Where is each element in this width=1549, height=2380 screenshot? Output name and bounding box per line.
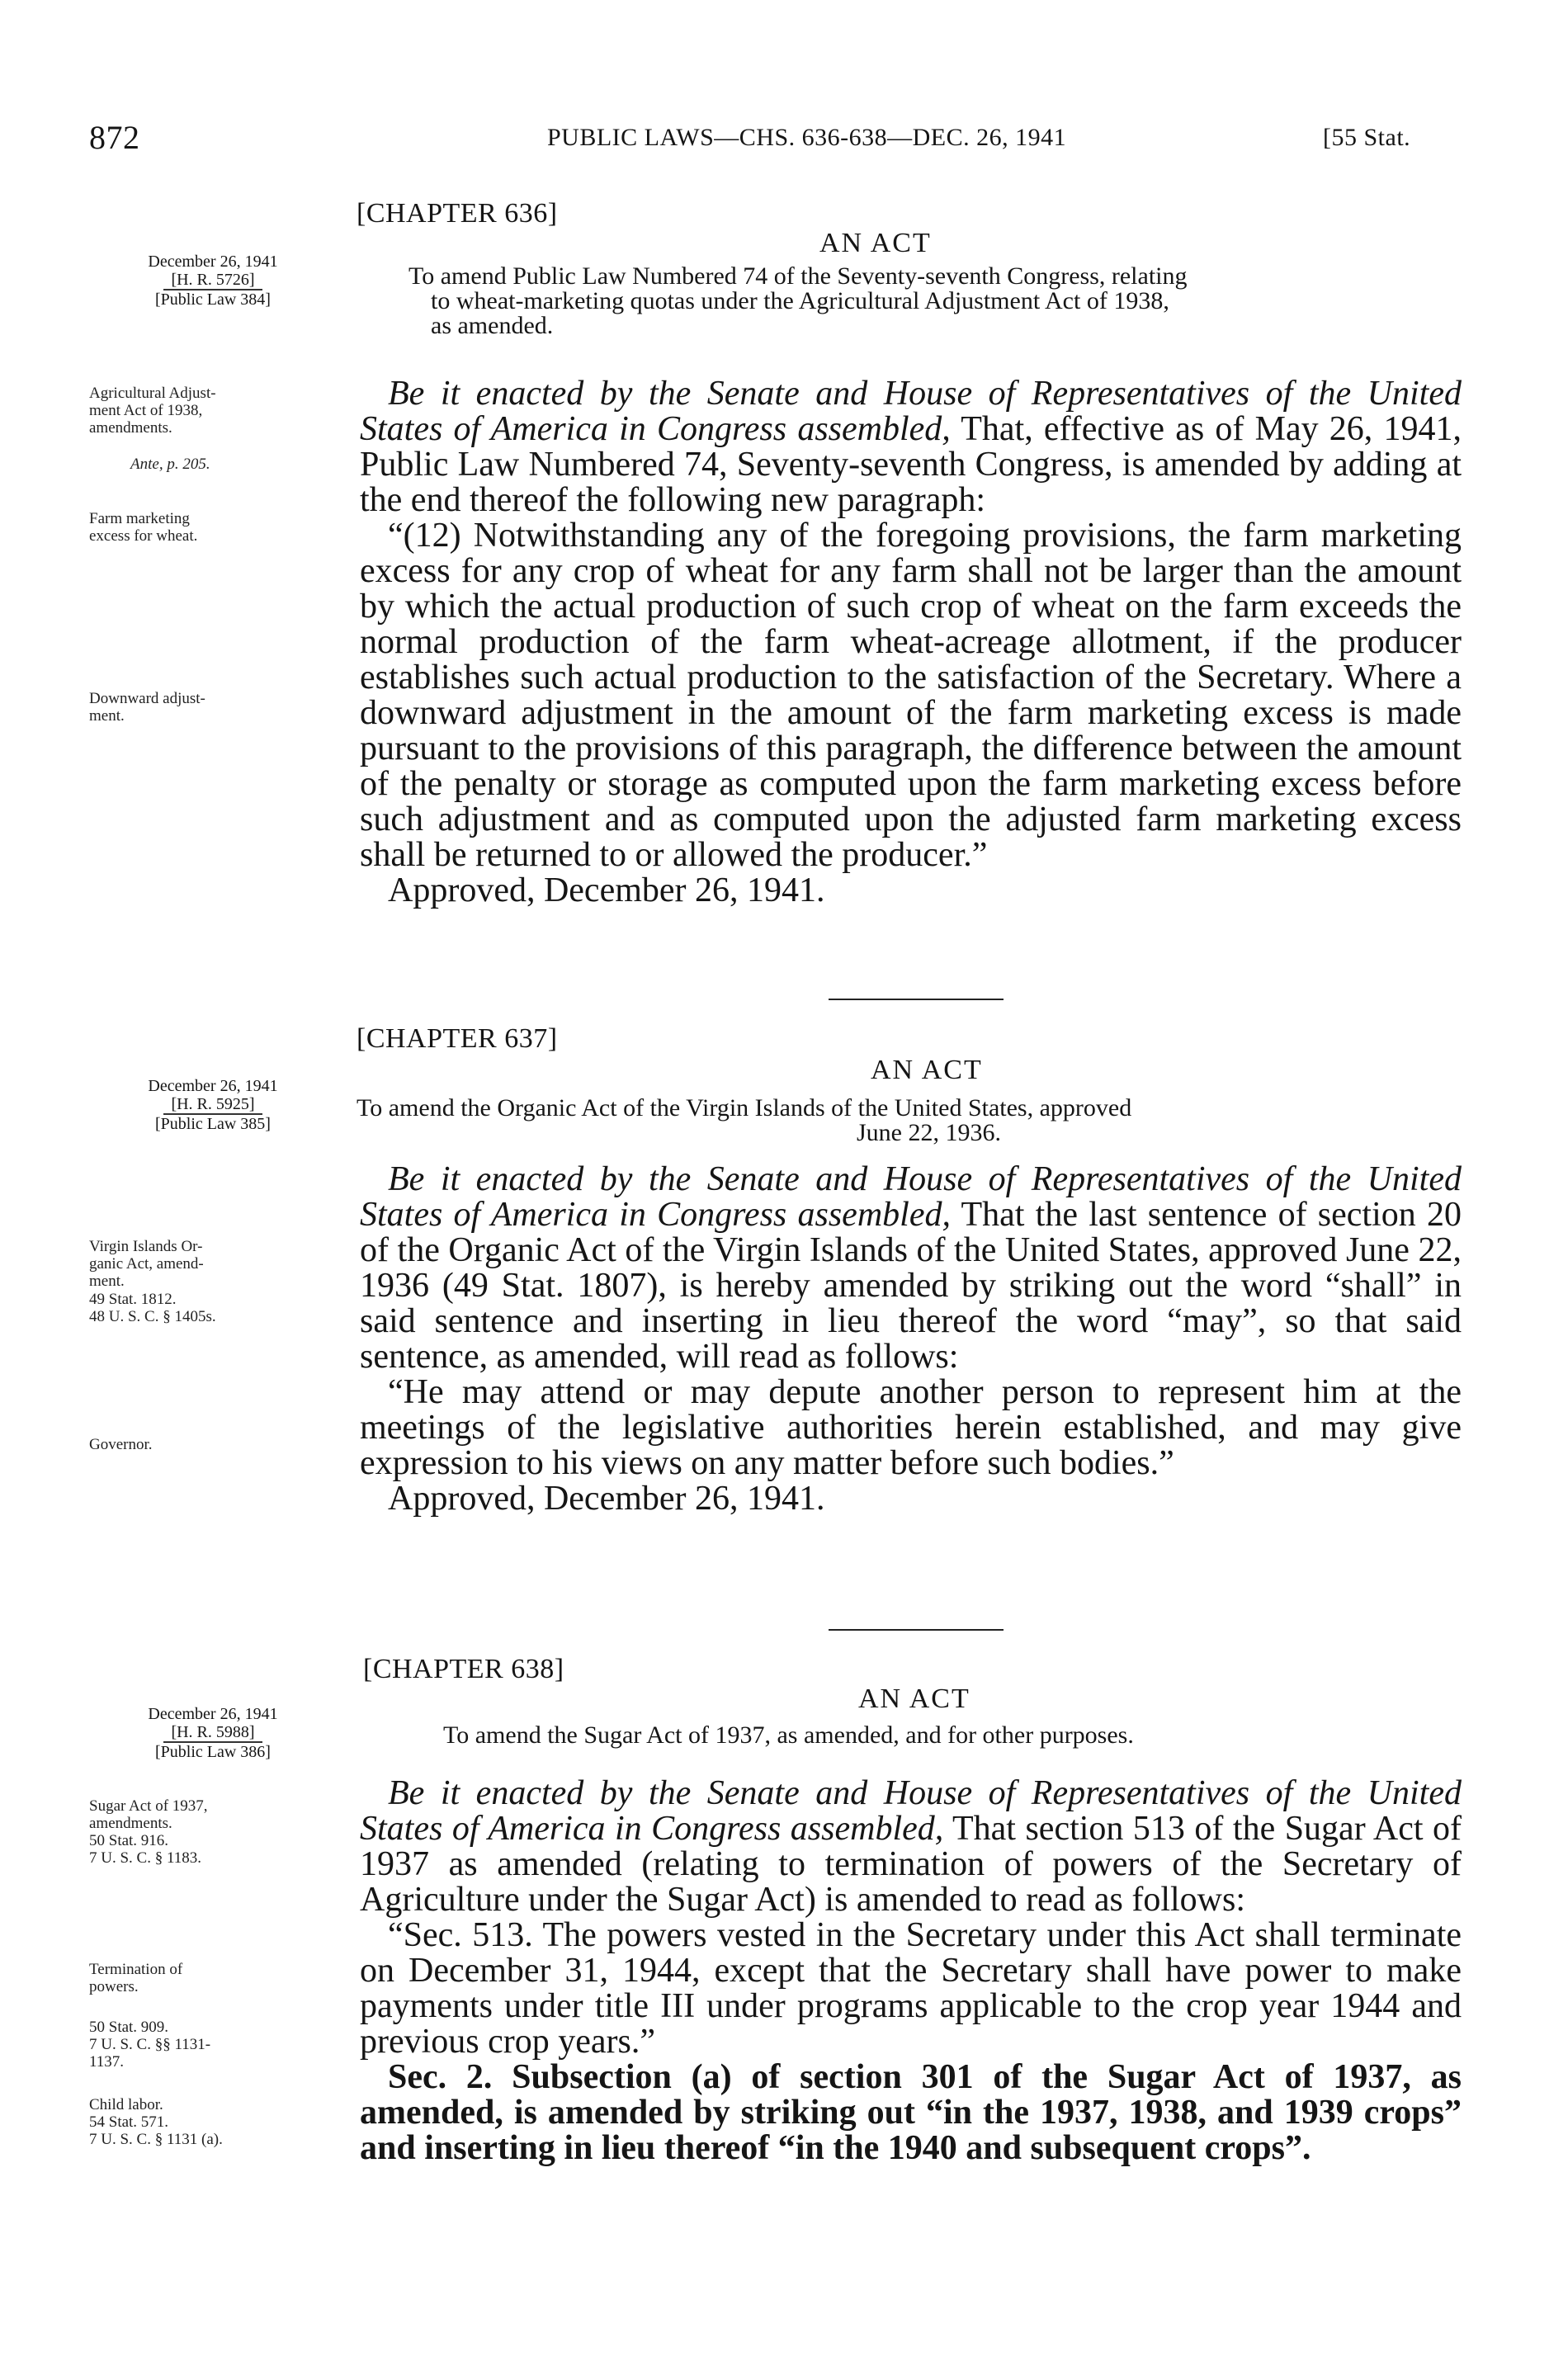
margin-note-line: Virgin Islands Or- [89, 1238, 203, 1255]
chapter-636-heading: [CHAPTER 636] [357, 198, 558, 229]
chapter-638-date-block [89, 1705, 337, 1761]
margin-note-line: Ante, p. 205. [130, 456, 210, 473]
margin-note-line: 7 U. S. C. § 1131 (a). [89, 2131, 223, 2148]
chapter-637-date-block [89, 1077, 337, 1133]
margin-note-line: ment Act of 1938, [89, 402, 203, 419]
margin-note [89, 1238, 204, 1290]
approval-line: Approved, December 26, 1941. [388, 1480, 825, 1518]
chapter-636-date-block [89, 253, 337, 309]
margin-note-line: ment. [89, 707, 125, 725]
margin-note-line: Farm marketing [89, 510, 190, 527]
margin-note-line: 7 U. S. C. § 1183. [89, 1849, 202, 1867]
public-law-number: [Public Law 386] [155, 1743, 271, 1761]
margin-note-line: powers. [89, 1978, 139, 1995]
margin-note-line: Agricultural Adjust- [89, 385, 216, 402]
chapter-636-body [360, 376, 1462, 909]
margin-note-line: Sugar Act of 1937, [89, 1797, 208, 1815]
enactment-date: December 26, 1941 [148, 1705, 278, 1723]
enacting-text: That, effective as of May 26, 1941, Public Law Numbered 74, Seventy-seventh Congress, is amended by adding at the end thereof the following new paragraph: [360, 410, 1462, 519]
body-paragraph: Sec. 2. Subsection (a) of section 301 of the Sugar Act of 1937, as amended, is amended by striking out “in the 1937, 1938, and 1939 crops” and inserting in lieu thereof “in the 1940 and subsequent crops”. [360, 2058, 1462, 2167]
margin-note-line: Termination of [89, 1961, 183, 1978]
margin-note-line: 7 U. S. C. §§ 1131- [89, 2036, 211, 2053]
margin-note [89, 1291, 216, 1325]
enacting-clause: Be it enacted by the Senate and House of Representatives of the United States of America in Congress assembled, [360, 1774, 1462, 1848]
margin-note-line: 48 U. S. C. § 1405s. [89, 1308, 216, 1325]
margin-note-line: excess for wheat. [89, 527, 198, 545]
chapter-636-title [409, 264, 1481, 338]
chapter-637-heading: [CHAPTER 637] [357, 1023, 558, 1054]
body-paragraph: “Sec. 513. The powers vested in the Secretary under this Act shall terminate on December 31, 1944, except that the Secretary shall have power to make payments under title III under programs applicable to the crop year 1944 and previous crop years.” [360, 1916, 1462, 2061]
title-line: To amend the Sugar Act of 1937, as amended, and for other purposes. [443, 1721, 1134, 1749]
chapter-636-an-act: AN ACT [819, 228, 932, 258]
chapter-divider [829, 1629, 1004, 1631]
page-number: 872 [89, 119, 140, 156]
approval-line: Approved, December 26, 1941. [388, 871, 825, 909]
margin-note [89, 2019, 210, 2071]
chapter-638-heading: [CHAPTER 638] [363, 1654, 564, 1684]
chapter-637-title [357, 1096, 1479, 1145]
body-paragraph: “(12) Notwithstanding any of the foregoing provisions, the farm marketing excess for any crop of wheat for any farm shall not be larger than the amount by which the actual production of such crop of wheat on the farm exceeds the normal production of the farm wheat-acreage allotment, if the producer establishes such actual production to the satisfaction of the Secretary. Where a downward adjustment in the amount of the farm marketing excess is made pursuant to the provisions of this paragraph, the difference between the amount of the penalty or storage as computed upon the farm marketing excess before such adjustment and as computed upon the adjusted farm marketing excess shall be returned to or allowed the producer.” [360, 517, 1462, 874]
margin-note-line: 49 Stat. 1812. [89, 1291, 177, 1308]
margin-note [89, 690, 205, 725]
title-line: as amended. [431, 312, 554, 339]
chapter-638-title [443, 1723, 1134, 1748]
enacting-clause: Be it enacted by the Senate and House of Representatives of the United States of America in Congress assembled, [360, 375, 1462, 448]
enactment-date: December 26, 1941 [148, 253, 278, 271]
running-head-title: PUBLIC LAWS—CHS. 636-638—DEC. 26, 1941 [547, 124, 1067, 151]
chapter-638-body [360, 1776, 1462, 2166]
margin-note [89, 385, 345, 437]
bill-number: [H. R. 5925] [163, 1095, 262, 1115]
margin-note [89, 1797, 208, 1867]
title-line: to wheat-marketing quotas under the Agricultural Adjustment Act of 1938, [431, 287, 1169, 314]
body-paragraph: “He may attend or may depute another person to represent him at the meetings of the legislative authorities herein established, and may give expression to his views on any matter before such bodies.” [360, 1373, 1462, 1482]
chapter-637-an-act: AN ACT [871, 1055, 983, 1085]
bill-number: [H. R. 5726] [163, 271, 262, 290]
chapter-638-an-act: AN ACT [858, 1683, 970, 1714]
margin-note-line: 50 Stat. 909. [89, 2019, 169, 2036]
public-law-number: [Public Law 384] [155, 290, 271, 309]
bill-number: [H. R. 5988] [163, 1723, 262, 1743]
margin-note [89, 2096, 223, 2148]
margin-note [89, 1436, 153, 1453]
title-line: To amend the Organic Act of the Virgin Islands of the United States, approved [357, 1094, 1132, 1122]
margin-note-line: Governor. [89, 1436, 153, 1453]
margin-note-line: 50 Stat. 916. [89, 1832, 169, 1849]
enacting-text: That the last sentence of section 20 of the Organic Act of the Virgin Islands of the United States, approved June 22, 1936 (49 Stat. 1807), is hereby amended by striking out the word “shall” in said sentence and inserting in lieu thereof the word “may”, so that said sentence, as amended, will read as follows: [360, 1196, 1462, 1376]
public-law-number: [Public Law 385] [155, 1115, 271, 1133]
margin-note-line: ganic Act, amend- [89, 1255, 204, 1273]
margin-note-line: Downward adjust- [89, 690, 205, 707]
title-line: June 22, 1936. [857, 1119, 1001, 1146]
margin-note-line: ment. [89, 1273, 125, 1290]
margin-note [130, 456, 210, 473]
chapter-637-body [360, 1162, 1462, 1517]
title-line: To amend Public Law Numbered 74 of the Seventy-seventh Congress, relating [409, 262, 1188, 290]
running-head-volume: [55 Stat. [1323, 124, 1411, 151]
enacting-clause: Be it enacted by the Senate and House of Representatives of the United States of America in Congress assembled, [360, 1160, 1462, 1234]
margin-note-line: 54 Stat. 571. [89, 2113, 169, 2131]
margin-note [89, 1961, 182, 1995]
chapter-divider [829, 999, 1004, 1000]
margin-note-line: Child labor. [89, 2096, 163, 2113]
margin-note-line: amendments. [89, 419, 172, 437]
enacting-text: That section 513 of the Sugar Act of 1937 as amended (relating to termination of powers of the Secretary of Agriculture under the Sugar Act) is amended to read as follows: [360, 1810, 1462, 1919]
margin-note-line: 1137. [89, 2053, 125, 2071]
margin-note [89, 510, 197, 545]
margin-note-line: amendments. [89, 1815, 172, 1832]
enactment-date: December 26, 1941 [148, 1077, 278, 1095]
